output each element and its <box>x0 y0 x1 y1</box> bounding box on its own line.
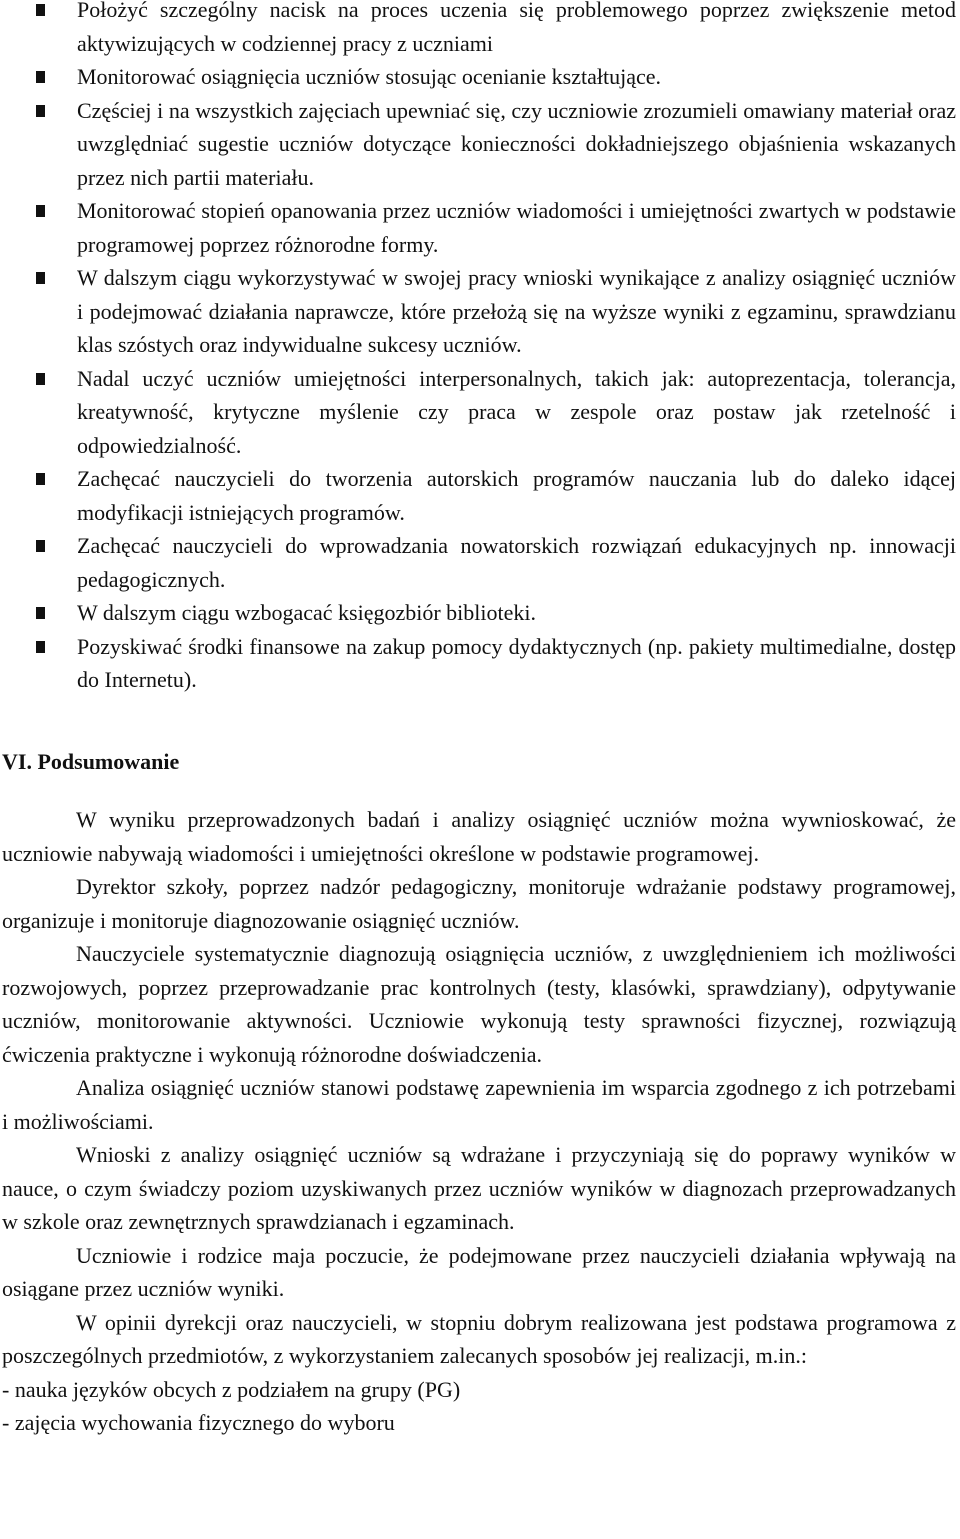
square-bullet-icon <box>36 641 45 653</box>
square-bullet-icon <box>36 373 45 385</box>
list-item-text: W dalszym ciągu wzbogacać księgozbiór biblioteki. <box>77 600 537 625</box>
list-item <box>0 630 960 697</box>
list-item <box>0 462 960 529</box>
list-item-text: W dalszym ciągu wykorzystywać w swojej pracy wnioski wynikające z analizy osiągnięć uczniów i podejmować działania naprawcze, które przełożą się na wyższe wyniki z egzaminu, sprawdzianu klas szóstych oraz indywidualne sukcesy uczniów. <box>77 265 956 357</box>
list-item <box>0 194 960 261</box>
square-bullet-icon <box>36 473 45 485</box>
paragraph: Wnioski z analizy osiągnięć uczniów są wdrażane i przyczyniają się do poprawy wyników w nauce, o czym świadczy poziom uzyskiwanych przez uczniów wyników w diagnozach przeprowadzanych w szkole oraz zewnętrznych sprawdzianach i egzaminach. <box>2 1142 956 1234</box>
list-item <box>0 60 960 94</box>
paragraph: Nauczyciele systematycznie diagnozują osiągnięcia uczniów, z uwzględnieniem ich możliwości rozwojowych, poprzez przeprowadzanie prac kontrolnych (testy, klasówki, sprawdziany), odpytywanie uczniów, monitorowanie aktywności. Uczniowie wykonują testy sprawności fizycznej, rozwiązują ćwiczenia praktyczne i wykonują różnorodne doświadczenia. <box>2 941 956 1067</box>
square-bullet-icon <box>36 272 45 284</box>
paragraph: Analiza osiągnięć uczniów stanowi podstawę zapewnienia im wsparcia zgodnego z ich potrzebami i możliwościami. <box>2 1075 956 1134</box>
paragraph: W wyniku przeprowadzonych badań i analizy osiągnięć uczniów można wywnioskować, że uczniowie nabywają wiadomości i umiejętności określone w podstawie programowej. <box>2 807 956 866</box>
section-heading <box>2 745 179 778</box>
list-item <box>0 0 960 60</box>
recommendations-list <box>0 0 960 697</box>
list-item <box>0 94 960 195</box>
list-item-text: Monitorować stopień opanowania przez uczniów wiadomości i umiejętności zwartych w podstawie programowej poprzez różnorodne formy. <box>77 198 956 257</box>
square-bullet-icon <box>36 71 45 83</box>
dash-list-item: - nauka języków obcych z podziałem na grupy (PG) <box>2 1376 461 1402</box>
list-item <box>0 596 960 630</box>
paragraph: Dyrektor szkoły, poprzez nadzór pedagogiczny, monitoruje wdrażanie podstawy programowej, organizuje i monitoruje diagnozowanie osiągnięć uczniów. <box>2 874 956 933</box>
square-bullet-icon <box>36 4 45 16</box>
paragraph: Uczniowie i rodzice maja poczucie, że podejmowane przez nauczycieli działania wpływają na osiągane przez uczniów wyniki. <box>2 1242 956 1301</box>
list-item-text: Częściej i na wszystkich zajęciach upewniać się, czy uczniowie zrozumieli omawiany materiał oraz uwzględniać sugestie uczniów dotyczące konieczności dokładniejszego objaśnienia wskazanych przez nich partii materiału. <box>77 97 956 190</box>
square-bullet-icon <box>36 540 45 552</box>
list-item-text: Pozyskiwać środki finansowe na zakup pomocy dydaktycznych (np. pakiety multimedialne, dostęp do Internetu). <box>77 633 956 692</box>
section-number: VI. <box>2 749 32 774</box>
list-item-text: Położyć szczególny nacisk na proces uczenia się problemowego poprzez zwiększenie metod aktywizujących w codziennej pracy z uczniami <box>77 0 956 56</box>
section-title: Podsumowanie <box>37 749 180 774</box>
square-bullet-icon <box>36 105 45 117</box>
list-item-text: Zachęcać nauczycieli do tworzenia autorskich programów nauczania lub do daleko idącej modyfikacji istniejących programów. <box>77 466 956 525</box>
square-bullet-icon <box>36 205 45 217</box>
square-bullet-icon <box>36 607 45 619</box>
list-item <box>0 529 960 596</box>
summary-body <box>2 803 956 1440</box>
list-item-text: Zachęcać nauczycieli do wprowadzania nowatorskich rozwiązań edukacyjnych np. innowacji pedagogicznych. <box>77 533 956 592</box>
dash-list-item: - zajęcia wychowania fizycznego do wyboru <box>2 1410 395 1435</box>
list-item <box>0 261 960 362</box>
paragraph: W opinii dyrekcji oraz nauczycieli, w stopniu dobrym realizowana jest podstawa programowa z poszczególnych przedmiotów, z wykorzystaniem zalecanych sposobów jej realizacji, m.in.: <box>2 1309 956 1368</box>
list-item <box>0 362 960 463</box>
list-item-text: Nadal uczyć uczniów umiejętności interpersonalnych, takich jak: autoprezentacja, tolerancja, kreatywność, krytyczne myślenie czy praca w zespole oraz postaw jak rzetelność i odpowiedzialność. <box>77 365 956 458</box>
list-item-text: Monitorować osiągnięcia uczniów stosując ocenianie kształtujące. <box>77 64 662 89</box>
